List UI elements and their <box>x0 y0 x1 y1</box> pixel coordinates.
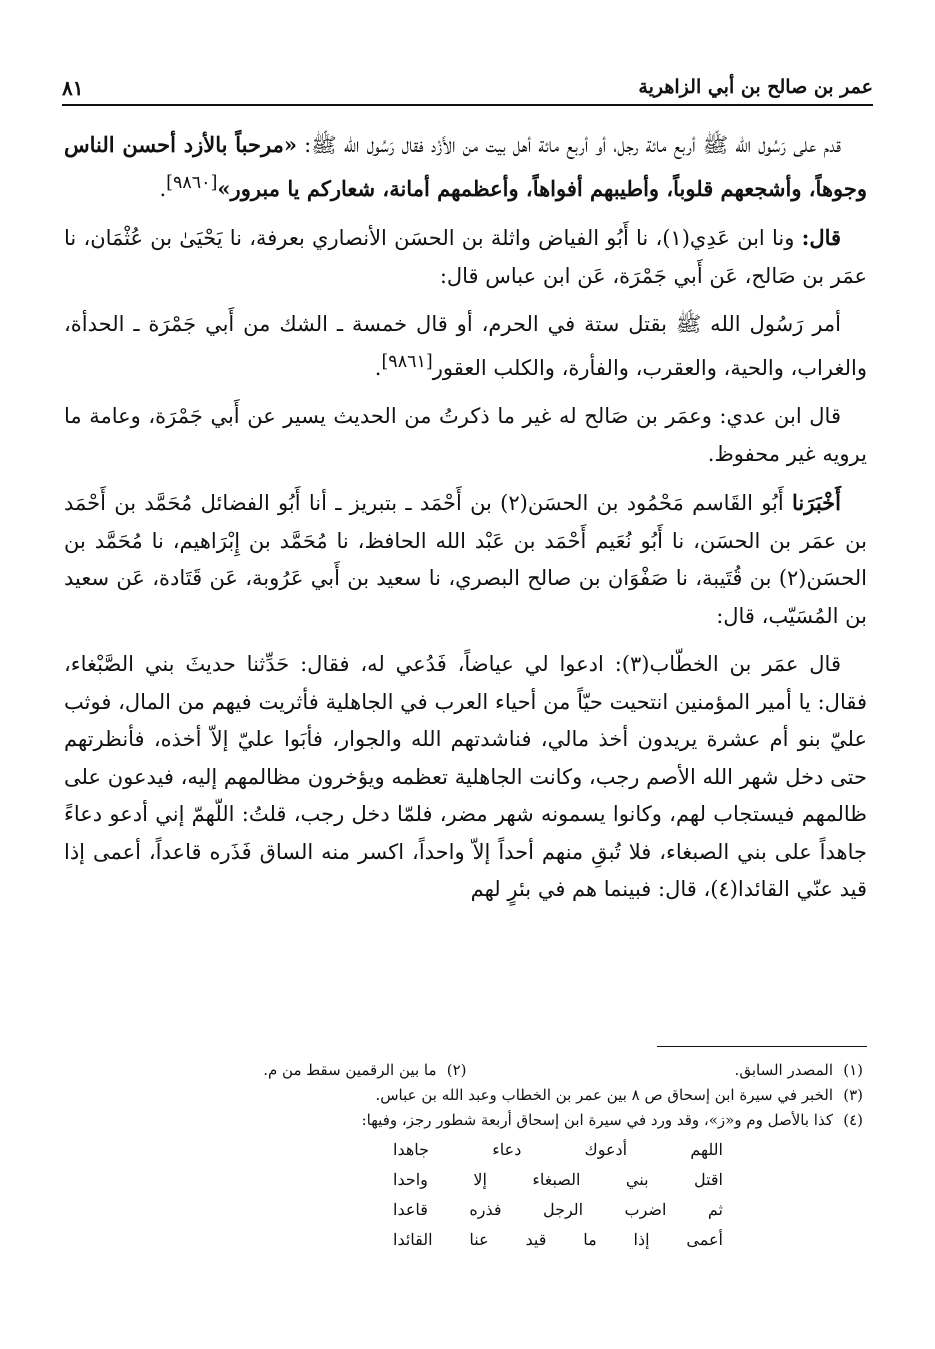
running-title: عمر بن صالح بن أبي الزاهرية <box>638 76 873 98</box>
paragraph <box>64 126 867 208</box>
paragraph-lead: أَخْبَرَنا <box>792 490 841 515</box>
hadith-quote: «مرحباً بالأزد أحسن الناس وجوهاً، وأشجعهم قلوباً، وأطيبهم أفواهاً، وأعظمهم أمانة، شعاركم يا مبرور» <box>64 132 867 201</box>
paragraph-text: أَبُو القَاسم مَحْمُود بن الحسَن(٢) بن أَحْمَد ـ بتبريز ـ أنا أَبُو الفضائل مُحَمَّد بن أَحْمَد بن عمَر بن الحسَن، نا أَبُو نُعَيم أَحْمَد بن عَبْد الله الحافظ، نا مُحَمَّد بن إِبْرَاهيم، نا مُحَمَّد بن الحسَن(٢) بن قُتَيبة، نا صَفْوَان بن صالح البصري، نا سعيد بن أَبي عَرُوبة، عَن قَتَادة، عَن سعيد بن المُسَيّب، قال: <box>64 491 867 628</box>
paragraph <box>64 646 867 909</box>
footnote-number: (١) <box>843 1061 863 1079</box>
footnote-row <box>70 1058 863 1083</box>
paragraph-lead: قال: <box>801 225 842 250</box>
poem-line: أعمى إذا ما قيد عنا القائدا <box>393 1230 723 1249</box>
footnote-text: المصدر السابق. <box>734 1061 833 1079</box>
rajaz-poem <box>393 1135 723 1255</box>
footnote-4 <box>362 1108 863 1133</box>
footnote-3 <box>375 1083 863 1108</box>
poem-line: اقتل بني الصبغاء إلا واحدا <box>393 1170 723 1189</box>
footnote-row <box>70 1083 863 1108</box>
poem-line: ثم اضرب الرجل فذره قاعدا <box>393 1200 723 1219</box>
hadith-ref: [٩٨٦١] <box>381 351 433 372</box>
footnote-text: ما بين الرقمين سقط من م. <box>263 1061 437 1079</box>
page-number: ٨١ <box>62 76 84 100</box>
footnotes <box>70 1058 863 1255</box>
footnote-number: (٣) <box>843 1086 863 1104</box>
footnote-number: (٢) <box>446 1061 467 1079</box>
footnote-1 <box>467 1058 864 1083</box>
paragraph-text: قدم على رَسُول الله ﷺ أربع مائة رجل، أو أربع مائة أهل بيت من الأَزْد فقال رَسُول الله ﷺ: <box>296 133 841 157</box>
paragraph <box>64 398 867 473</box>
footnote-row <box>70 1108 863 1133</box>
hadith-ref: [٩٨٦٠] <box>166 172 218 193</box>
paragraph-end: . <box>374 355 382 380</box>
paragraph-text: ونا ابن عَدِي(١)، نا أَبُو الفياض واثلة بن الحسَن الأنصاري بعرفة، نا يَحْيَىٰ بن عُثْمَان، نا عمَر بن صَالح، عَن أَبي جَمْرَة، عَن ابن عباس قال: <box>64 226 867 288</box>
main-text <box>64 126 867 1026</box>
paragraph-text: قال ابن عدي: وعمَر بن صَالح له غير ما ذكرتُ من الحديث يسير عن أَبي جَمْرَة، وعامة ما يرويه غير محفوظ. <box>64 404 867 466</box>
paragraph <box>64 484 867 635</box>
poem-line: اللهم أدعوك دعاء جاهدا <box>393 1140 723 1159</box>
footnote-2 <box>70 1058 467 1083</box>
footnote-text: الخبر في سيرة ابن إسحاق ص ٨ بين عمر بن الخطاب وعبد الله بن عباس. <box>375 1086 833 1104</box>
paragraph-end: . <box>159 176 167 201</box>
footnote-divider <box>657 1046 867 1047</box>
paragraph <box>64 306 867 387</box>
paragraph-text: قال عمَر بن الخطّاب(٣): ادعوا لي عياضاً، فَدُعي له، فقال: حَدِّثنا حديثَ بني الصَّبْغاء، فقال: يا أمير المؤمنين انتحيت حيّاً من أحياء العرب في الجاهلية فأثريت فيهم من المال، فوثب عليّ بنو أم عشرة يريدون أخذ مالي، فناشدتهم الله والجوار، فأبَوا عليّ إلاّ أخذه، فأنظرتهم حتى دخل شهر الله الأصم رجب، وكانت الجاهلية تعظمه ويؤخرون مظالمهم إليه، فيدعون على ظالمهم فيستجاب لهم، وكانوا يسمونه شهر مضر، فلمّا دخل رجب، قلتُ: اللّهمّ إني أدعو دعاءً جاهداً على بني الصبغاء، فلا تُبقِ منهم أحداً إلاّ واحداً، اكسر منه الساق فَذَره قاعداً، أعمى إذا قيد عنّي القائدا(٤)، قال: فبينما هم في بئرٍ لهم <box>64 652 867 901</box>
footnote-text: كذا بالأصل وم و«ز»، وقد ورد في سيرة ابن إسحاق أربعة شطور رجز، وفيها: <box>361 1111 833 1129</box>
paragraph-text: أمر رَسُول الله ﷺ بقتل ستة في الحرم، أو قال خمسة ـ الشك من أَبي جَمْرَة ـ الحدأة، والغراب، والحية، والعقرب، والفأرة، والكلب العقور <box>64 312 867 380</box>
page-header <box>62 68 873 106</box>
footnote-number: (٤) <box>843 1111 863 1129</box>
paragraph <box>64 219 867 295</box>
